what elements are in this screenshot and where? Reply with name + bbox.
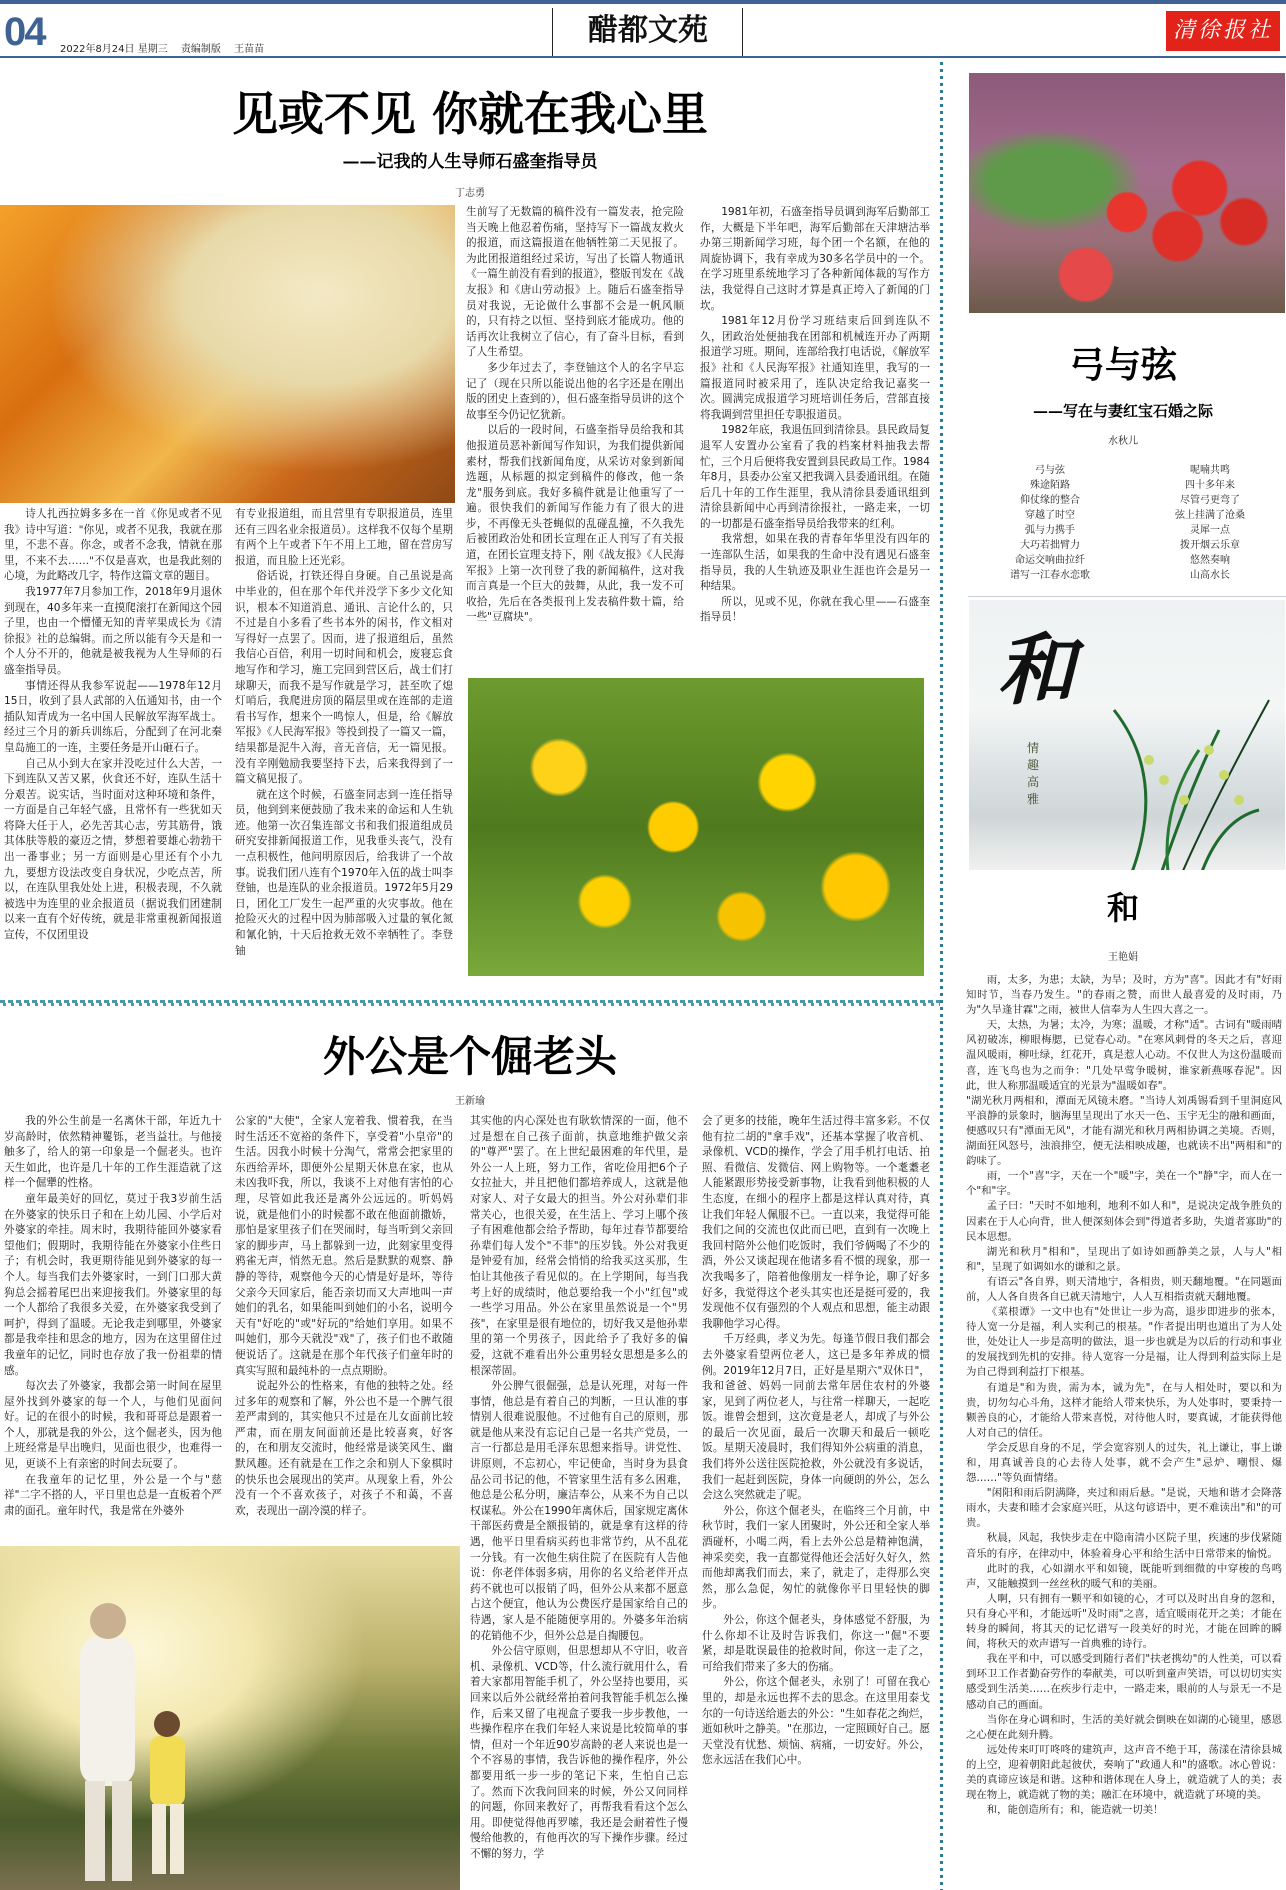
paragraph: 孟子曰："天时不如地利，地利不如人和"，是说决定战争胜负的因素在于人心向背，世人便深刻体会到"得道者多助，失道者寡助"的民本思想。 [966, 1200, 1282, 1243]
calligraphy-character: 和 [997, 625, 1076, 716]
paragraph: 人啊，只有拥有一颗平和如镜的心，才可以及时出自身的忽和，只有身心平和，才能远听"及时雨"之喜，适宜暖雨花开之美；才能在转身的瞬间，将其天的记忆谱写一段美好的时光，才能在回眸的瞬间，将秋天的欢声谱写一首典雅的诗行。 [966, 1592, 1282, 1651]
paragraph: 以后的一段时间，石盛奎指导员给我和其他报道员恶补新闻写作知识，为我们提供新闻素材，帮我们找新闻角度，从采访对象到新闻选题，从标题的拟定到稿件的修改，他一条龙"服务到底。我好多稿件就是让他重写了一遍。很快我们的新闻写作能力有了很大的进步，不再像无头苍蝇似的乱碰乱撞，不久我先后被团政治处和团长宣理在正人刊写了有关报道，在团长宣理支持下，刚《战友报》《人民海军报》上第一次刊登了我的新闻稿件，这对我而言真是一个巨大的鼓舞，从此，我一发不可收拾，先后在各类报刊上发表稿件数十篇，给一些"豆腐块"。 [466, 424, 684, 624]
paragraph: 1981年12月份学习班结束后回到连队不久，团政治处便抽我在团部和机械连开办了两期报道学习班。期间，连部给我打电话说，《解放军报》社和《人民海军报》社通知连里，我写的一篇报道同时被采用了，连队决定给我记嘉奖一次。圆满完成报道学习班培训任务后，营部直接将我调到营里担任专职报道员。 [700, 315, 930, 421]
poem-line: 拨开烟云乐章 [1180, 540, 1240, 551]
paragraph: 此时的我，心如湖水平和如镜，既能听到细微的中穿梭的鸟鸣声，又能触摸到一丝丝秋的暖气和的美丽。 [966, 1562, 1282, 1590]
paragraph: 有道是"和为贵，需为本，诚为先"，在与人相处时，要以和为贵，切勿勾心斗角，这样才能给人带来快乐，为人处事时，要秉持一颗善良的心，才能给人带来喜悦，对待他人时，要真诚，才能获得他人对自己的信任。 [966, 1381, 1282, 1439]
brand-logo: 清徐报社 [1166, 11, 1280, 51]
poem-line: 大巧若拙臂力 [1020, 540, 1080, 551]
essay-title: 和 [1106, 889, 1139, 927]
paragraph: 外公信守原则，但思想却从不守旧，收音机、录像机、VCD等，什么流行就用什么，看着大家都用智能手机了，外公坚持也要用，买回来以后外公就经常拍着问我智能手机怎么操作，后来又留了电视盒子要我一步步教他，一些操作程序在我们年轻人来说是比较简单的事情，但对一个年近90岁高龄的老人来说也是一个不容易的事情，我告诉他的操作程序，外公都要用纸一步一步的笔记下来，生怕自己忘了。然而下次我问回来的时候，外公又问同样的问题，你回来教好了，再帮我看看这个怎么用。即使觉得他再罗嗦，我还是会耐着性子慢慢给他教的，有他再次的写下操作步骤。经过不懈的努力，学 [470, 1645, 688, 1860]
poem-line: 谱写一江春水恋歌 [1010, 570, 1090, 581]
paragraph: 外公，你这个倔老头，在临终三个月前，中秋节时，我们一家人团聚时，外公还和全家人举酒碰杯，小喝二两，看上去外公总是精神饱满，神采奕奕，我一直都觉得他还会活好久好久，然而他却离我们而去，来了，就走了，走得那么突然，那么急促，匆忙的就像你平日里轻快的脚步。 [702, 1504, 930, 1611]
paragraph: 1981年初，石盛奎指导员调到海军后勤部工作，大概是下半年吧，海军后勤部在天津塘沽举办第三期新闻学习班，每个团一个名额，在他的周旋协调下，我有幸成为30多名学员中的一个。在学习班里系统地学习了各种新闻体裁的写作方法，我觉得自己这时才算是真正垮入了新闻的门坎。 [700, 206, 930, 312]
paragraph: 学会反思自身的不足，学会宽容别人的过失，礼上谦让，事上谦和，用真诚善良的心去待人处事，就不会产生"忌炉、嘲恨、爆怨……"等负面情绪。 [966, 1441, 1282, 1485]
poem-line: 弧与力携手 [1025, 525, 1075, 536]
paragraph: 天，太热，为暑；太冷，为寒；温暖，才称"适"。古词有"暖雨晴风初破冻，柳眼梅腮，已觉春心动。"在寒风刺骨的冬天之后，喜迎温风暖雨，柳吐绿，红花开，真是惹人心动。不仅世人为这份温暖而喜，连飞鸟也为之而争："几处早莺争暖树，谁家新燕啄春泥"。因此，世人称那温暖适宜的光景为"温暖如春"。 [966, 1019, 1282, 1092]
poem-line: 殊途陌路 [1030, 480, 1070, 491]
paragraph: 每次去了外婆家，我都会第一时间在屋里屋外找到外婆家的每一个人，与他们见面问好。记的在很小的时候，我和哥哥总是跟着一个人，那就是我的外公，这个倔老头，因为他上班经常是早出晚归，见面也很少，也难得一见，更谈不上有亲密的时间去玩耍了。 [4, 1380, 222, 1471]
paragraph: 1982年底，我退伍回到清徐县。县民政局复退军人安置办公室看了我的档案材料抽我去帮忙，三个月后便将我安置到县民政局工作。1984年8月，县委办公室又把我调入县委通讯组。在随后几十年的工作生涯里，我从清徐县委通讯组到清徐县新闻中心再到清徐报社，一路走来，一切的一切都是石盛奎指导员给我带来的红利。 [700, 424, 930, 530]
article2-column-1 [4, 1114, 222, 1542]
article1-subtitle: ——记我的人生导师石盛奎指导员 [342, 152, 598, 172]
poem-line: 仰仗缘的整合 [1020, 495, 1080, 506]
poem-line: 尽管弓更弯了 [1180, 495, 1240, 506]
poem-line: 四十多年来 [1185, 480, 1235, 491]
essay-author: 王艳娟 [1108, 952, 1138, 963]
poem-line: 命运交响曲拉纤 [1015, 555, 1085, 566]
poem-line: 穿越了时空 [1025, 510, 1075, 521]
paragraph: 雨，太多，为患；太缺，为旱；及时，方为"喜"。因此才有"好雨知时节，当春乃发生。"的春雨之赞，而世人最喜爱的及时雨，乃为"久旱逢甘霖"之雨，被世人信奉为人生四大喜之一。 [966, 974, 1282, 1017]
issue-date: 2022年8月24日 星期三 [60, 44, 168, 55]
paragraph: "湖光秋月两相和，潭面无风镜未磨。"当诗人刘禹锡看到千里洞庭风平浪静的景象时，脑海里呈现出了水天一色、玉宇无尘的融和画面，便感叹只有"潭面无风"，才能有湖光和秋月两相协调之美境。否则，湖面狂风怒号，浊浪排空，便无法相映成趣，也就读不出"两相和"的韵味了。 [966, 1094, 1282, 1168]
yellow-lilies-image [468, 678, 924, 976]
issue-info [60, 40, 274, 55]
paragraph: 生前写了无数篇的稿件没有一篇发表，抢完险当天晚上他忍着伤痛，坚持写下一篇战友救火的报道，而这篇报道在他牺牲第二天见报了。为此团报道组经过采访，写出了长篇人物通讯《一篇生前没有看到的报道》，整版刊发在《战友报》和《唐山劳动报》上。随后石盛奎指导员对我说，无论做什么事都不会是一帆风顺的，只有持之以恒、坚持到底才能成功。他的话再次让我树立了信心，有了奋斗目标，看到了人生希望。 [466, 206, 684, 359]
paragraph: 公家的"大使"，全家人宠着我、惯着我，在当时生活还不宽裕的条件下，享受着"小皇帝"的生活。因我小时候十分淘气，常常会把家里的东西给弄坏，即便外公星期天休息在家，也从未凶我吓我，所以，我谈不上对他有害怕的心理，尽管如此我还是离外公远远的。听妈妈说，就是他们小的时候都不敢在他面前撒娇，那怕是家里孩子们在哭闹时，每当听到父亲回家的脚步声，马上都躲到一边，此刻家里变得鸦雀无声，悄然无息。然后是默默的观察、静静的等待，观察他今天的心情是好是坏，等待父亲今天回家后，能否亲切而又大声地叫一声她们的乳名，如果能叫到她们的小名，说明今天有"好吃的"或"好玩的"给她们享用。如果不叫她们，那今天就没"戏"了，孩子们也不敢随便说话了。这就是在那个年代孩子们童年时的真实写照和最纯朴的一点点期盼。 [235, 1115, 453, 1377]
paragraph: 事情还得从我参军说起——1978年12月15日，收到了县人武部的入伍通知书，由一个插队知青成为一名中国人民解放军海军战士。经过三个月的新兵训练后，分配到了在河北秦皇岛施工的一连，主要任务是开山砸石子。 [4, 679, 222, 754]
poem-line: 弦上挂满了沧桑 [1175, 510, 1245, 521]
paragraph: 和，能创造所有；和，能造就一切美！ [986, 1804, 1164, 1817]
paragraph: 外公脾气很倔强，总是认死理，对每一件事情，他总是有着自己的判断，一旦认准的事情别人很难说服他。不过他有自己的原则，那就是他从来没有忘记自己是一名共产党员，一言一行都总是用毛泽东思想来指导。讲党性、讲原则，不忘初心，牢记使命，当时身为县食品公司书记的他，不管家里生活有多么困难，他总是公私分明，廉洁奉公，从来不为自己以权谋私。外公在1990年离休后，国家规定离休干部医药费是全额报销的，就是拿有这样的待遇，他平日里看病买药也非常节约，从不乱花一分钱。有一次他生病住院了在医院有人告他说：你老伴体弱多病，用你的名义给老伴开点药不就也可以报销了吗，但外公从来都不愿意占这个便宜，他认为公费医疗是国家给自己的待遇，家人是不能随便享用的。外婆多年治病的花销他不少，但外公总是自掏腰包。 [470, 1380, 688, 1642]
paragraph: 秋晨，风起，我快步走在中隐南清小区院子里，疾速的步伐紧随音乐的有序，在律动中，体验着身心平和给生活中日常带来的愉悦。 [966, 1532, 1282, 1560]
article1-title: 见或不见 你就在我心里 [231, 87, 708, 141]
walking-figures-illustration [0, 1546, 460, 1890]
paragraph: 外公，你这个倔老头，身体感觉不舒服，为什么你却不让及时告诉我们，你这一"倔"不要紧，却是耽误最佳的抢救时间，你这一走了之，可给我们带来了多大的伤痛。 [702, 1614, 930, 1673]
article1-column-1 [4, 507, 222, 997]
column-divider [940, 62, 943, 1890]
editor-name: 王苗苗 [234, 44, 265, 55]
paragraph: 湖光和秋月"相和"，呈现出了如诗如画静美之景，人与人"相和"，呈现了如调如水的谦和之景。 [966, 1245, 1282, 1273]
paragraph: 诗人扎西拉姆多多在一首《你见或者不见我》诗中写道："你见，或者不见我，我就在那里，不悲不喜。你念，或者不念我，情就在那里，不来不去……"不仅是喜欢，也是我此刻的心境，为此略改几字，特作这篇文章的题目。 [4, 508, 222, 583]
poem-subtitle: ——写在与妻红宝石婚之际 [1032, 402, 1213, 420]
article1-column-2 [235, 507, 453, 997]
paragraph: 外公，你这个倔老头，永别了！可留在我心里的，却是永远也挥不去的思念。在这里用泰戈尔的一句诗送给逝去的外公："生如春花之绚烂，逝如秋叶之静美。"在那边，一定照顾好自己。愿天堂没有忧愁、烦恼、病痛，一切安好。外公，您永远活在我们心中。 [702, 1676, 930, 1767]
poem-line: 山高水长 [1190, 570, 1230, 581]
paragraph: 童年最美好的回忆，莫过于我3岁前生活在外婆家的快乐日子和在上幼儿园、小学后对外婆家的牵挂。周末时，我期待能回外婆家看望他们；假期时，我期待能在外婆家小住些日子；有机会时，我更期待能见到外婆家的每一个人。每当我们去外婆家时，一到门口那大黄狗总会摇着尾巴出来迎接我们。外婆家里的每一个人都给了我很多关爱，在外婆家我受到了呵护，得到了温暖。无论我走到哪里，外婆家都是我牵挂和思念的地方，因为在这里留住过我童年的记忆，同时也存放了我一份祖辈的情感。 [4, 1192, 222, 1377]
section-title: 醋都文苑 [588, 13, 708, 48]
orchid-illustration [1109, 690, 1279, 870]
article1-column-3 [466, 205, 684, 673]
grandfather-child-image [0, 1546, 460, 1890]
article2-column-3 [470, 1114, 688, 1890]
poem-line: 弓与弦 [1035, 465, 1065, 476]
red-roses-image [969, 73, 1285, 313]
poem-title: 弓与弦 [1068, 345, 1177, 386]
paragraph: 俗话说，打铁还得自身硬。自己虽说是高中毕业的，但在那个年代并没学下多少文化知识，根本不知道消息、通讯、言论什么的，只不过是自小多看了些书本外的闲书，作文相对写得好一点罢了。因而，进了报道组后，虽然我信心百倍，利用一切时间和机会，废寝忘食地写作和学习，施工完回到营区后，战士们打球聊天，而我不是写作就是学习，甚至吹了熄灯哨后，我爬进房顶的隔层里或在连部的走道看书写作，想来个一鸣惊人，但是，给《解放军报》《人民海军报》等投到投了一篇又一篇，结果都是泥牛入海，音无音信，无一篇见报。没有辛刚勉励我要坚持下去，后来我得到了一篇文稿见报了。 [235, 570, 453, 786]
article1-author: 丁志勇 [455, 188, 485, 199]
paragraph: 其实他的内心深处也有耿软情深的一面，他不过是想在自己孩子面前，执意地维护做父亲的"尊严"罢了。在上世纪最困难的年代里，是外公一人上班，努力工作，省吃俭用把6个子女拉扯大，并且把他们都培养成人，这就是他对家人、对子女最大的担当。外公对孙辈们非常关心，也很关爱，在生活上、学习上哪个孩子有困难他都会给予帮助，每年过春节都要给孙辈们每人发个"不菲"的压岁钱。外公对我更是钟爱有加，经常会悄悄的给我买这买那，生怕让其他孩子看见似的。在上学期间，每当我考上好的成绩时，他总要给我一个小"红包"或一些学习用品。外公在家里虽然说是一个"男孩"，在家里是很有地位的，切好我又是他孙辈里的第一个男孩子，因此给予了我好多的偏爱，这就不难看出外公重男轻女思想是多么的根深蒂固。 [470, 1115, 688, 1377]
paragraph: 有专业报道组，而且营里有专职报道员，连里还有三四名业余报道员）。这样我不仅每个星期有两个上午或者下午不用上工地，留在营房写报道，而且脸上还光彩。 [235, 508, 453, 567]
paragraph: 我在平和中，可以感受到随行者们"扶老携幼"的人性美，可以看到环卫工作者勤奋劳作的奉献美，可以听到童声笑语，可以切切实实感受到生活美……在疾步行走中，一路走来，眼前的人与景无一不是感动自己的画面。 [966, 1653, 1282, 1711]
essay-body [966, 973, 1282, 1888]
masthead [0, 4, 1286, 58]
divider [968, 596, 1286, 597]
poem-left-stanza [990, 463, 1110, 583]
paragraph: 就在这个时候，石盛奎同志到一连任指导员，他到到来便鼓励了我未来的命运和人生轨迹。他第一次召集连部文书和我们报道组成员研究安排新闻报道工作，见我垂头丧气，没有一点积极性，他问明原因后，给我讲了一个故事。说我们团八连有个1970年入伍的战士叫李登铀，也是连队的业余报道员。1972年5月29日，团化工厂发生一起严重的火灾事故。他在抢险灭火的过程中因为肺部吸入过量的氧化氮和氰化钠，十天后抢救无效不幸牺牲了。李登铀 [235, 788, 453, 957]
paragraph: 我的外公生前是一名离休干部，年近九十岁高龄时，依然精神矍铄，老当益壮。与他接触多了，给人的第一印象是一个倔老头。也许天生如此，也许是几十年的工作生涯造就了这样一个倔犟的性格。 [4, 1115, 222, 1190]
paragraph: "闲阳和雨后阴满降，夹过和雨后悬。"是说，天地和谐才会降落雨水，夫妻和睦才会家庭兴旺，从这句谚语中，更不难读出"和"的可贵。 [966, 1487, 1282, 1530]
paragraph: 所以，见或不见，你就在我心里——石盛奎指导员！ [700, 595, 930, 624]
paragraph: 千万经典，孝义为先。每逢节假日我们都会去外婆家看望两位老人，这已是多年养成的惯例。2019年12月7日，正好是星期六"双休日"，我和爸爸、妈妈一同前去常年居住农村的外婆家，见到了两位老人，与往常一样聊天，一起吃饭。谁曾会想到，这次竟是老人，却成了与外公的最后一次见面，最后一次聊天和最后一顿吃饭。星期天凌晨时，我们得知外公病重的消息，我们将外公送往医院抢救，外公就没有多说话，我们一起赶到医院，身体一向硬朗的外公，怎么会这么突然就走了呢。 [702, 1333, 930, 1502]
page-number: 04 [4, 10, 45, 54]
paragraph: 说起外公的性格来，有他的独特之处。经过多年的观察和了解，外公也不是一个脾气很差严肃到的，其实他只不过是在儿女面前比较严肃，而在朋友间面前还是比较喜爽，好客的，在和朋友交流时，他经常是谈笑风生、幽默风趣。还有就是在工作之余和别人下象棋时的快乐也会展现出的笑声。从现象上看，外公没有一个不喜欢孩子，对孩子不和蔼，不喜欢，表现出一副冷漠的样子。 [235, 1380, 453, 1517]
masthead-divider [742, 8, 743, 56]
poem-right-stanza [1150, 463, 1270, 583]
paragraph: 我常想，如果在我的青春年华里没有四年的一连部队生活，如果我的生命中没有遇见石盛奎指导员，我的人生轨迹及职业生涯也许会是另一种结果。 [700, 533, 930, 593]
paragraph: 在我童年的记忆里，外公是一个与"慈祥"二字不搭的人，平日里也总是一直板着个严肃的面孔。童年时代，我是常在外婆外 [4, 1473, 222, 1517]
he-calligraphy-image [969, 600, 1285, 870]
poem-line: 灵犀一点 [1190, 525, 1230, 536]
poem-line: 悠然奏响 [1190, 555, 1230, 566]
paragraph: 《菜根谭》一文中也有"处世让一步为高，退步即进步的张本，待人宽一分是福，利人实利己的根基。"作者提出明也道出了为人处世，处处让人一步是高明的做法，退一步也就是为以后的行动和事业的发展找到先机的安排。待人宽容一分是福，让人得到利益实际上是为自己得到利益打下根基。 [966, 1306, 1282, 1379]
article2-title: 外公是个倔老头 [322, 1032, 617, 1081]
masthead-divider [552, 8, 553, 56]
paragraph: 多少年过去了，李登铀这个人的名字早忘记了（现在只所以能说出他的名字还是在刚出版的团史上查到的），但石盛奎指导员讲的这个故事至今仍记忆犹新。 [466, 361, 684, 421]
editor-label: 责编制版 [180, 44, 221, 55]
article2-column-4 [702, 1114, 930, 1890]
paragraph: 自己从小到大在家并没吃过什么大苦，一下到连队又苦又累，伙食还不好，连队生活十分艰苦。说实话，当时面对这种环境和条件，一方面是自己年轻气盛，且常怀有一些犹如天将降大任于人，必先苦其心志，劳其筋骨，饿其体肤等般的豪迈之情，梦想着要雄心勃勃干出一番事业；另一方面则是心里还有个小九九，要想方设法改变自身状况，少吃点苦，所以，在连队里我处处上进，积极表现，不久就被选中为连里的业余报道员（据说我们团建制以来一直有个好传统，就是非常重视新闻报道宣传，不仅团里设 [4, 757, 222, 942]
section-divider [0, 1000, 940, 1006]
article2-author: 王新瑜 [455, 1096, 485, 1107]
paragraph: 雨，一个"喜"字，天在一个"暖"字，美在一个"静"字，而人在一个"和"字。 [966, 1170, 1282, 1198]
article2-column-2 [235, 1114, 453, 1542]
poem-line: 呢喃共鸣 [1190, 465, 1230, 476]
vertical-caption: 情趣高雅 [1027, 741, 1040, 806]
paragraph: 有语云"各自界，则天清地宁，各相贵，则天翻地覆。"在同题面前，人人各自贵各自已就天清地宁，人人互相指责就天翻地覆。 [966, 1275, 1282, 1303]
paragraph: 远处传来叮叮咚咚的建筑声，这声音不绝于耳，荡漾在清徐县城的上空，迎着朝阳此起彼伏，奏响了"政通人和"的盛歌。冰心曾说：美的真谛应该是和谐。这种和谐体现在人身上，就造就了人的美；表现在物上，就造就了物的美；融汇在环境中，就造就了环境的美。 [966, 1743, 1282, 1802]
autumn-leaves-image [0, 205, 455, 503]
paragraph: 会了更多的技能，晚年生活过得丰富多彩。不仅他有拉二胡的"拿手戏"，还基本掌握了收音机、录像机、VCD的操作，学会了用手机打电话、拍照、看微信、发微信、网上购物等。一个耄耋老人能紧跟形势接受新事物，让我看到他积极的人生态度，在细小的程序上都是这样认真对待，真让我们年轻人佩服不已。一直以来，我觉得可能我们之间的交流也仅此而已吧，直到有一次晚上我回村陪外公他们吃饭时，我们爷俩喝了不少的酒，外公又谈起现在他诸多看不惯的现象，那一次我喝多了，陪着他像朋友一样争论，聊了好多好多，我觉得这个老头其实也还是挺可爱的，我发现他不仅有强烈的个人观点和思想，能主动跟我聊他学习心得。 [702, 1115, 930, 1330]
paragraph: 我1977年7月参加工作，2018年9月退休到现在，40多年来一直摸爬滚打在新闻这个园子里，也由一个懵懂无知的青苹果成长为《清徐报》社的总编辑。而之所以能有今天是和一个人分不开的，他就是被我视为人生导师的石盛奎指导员。 [4, 585, 222, 676]
poem-author: 水秋儿 [1108, 436, 1138, 447]
article1-column-4 [700, 205, 930, 673]
paragraph: 当你在身心调和时，生活的美好就会倒映在如湖的心镜里，感恩之心便在此刻升腾。 [966, 1713, 1282, 1741]
